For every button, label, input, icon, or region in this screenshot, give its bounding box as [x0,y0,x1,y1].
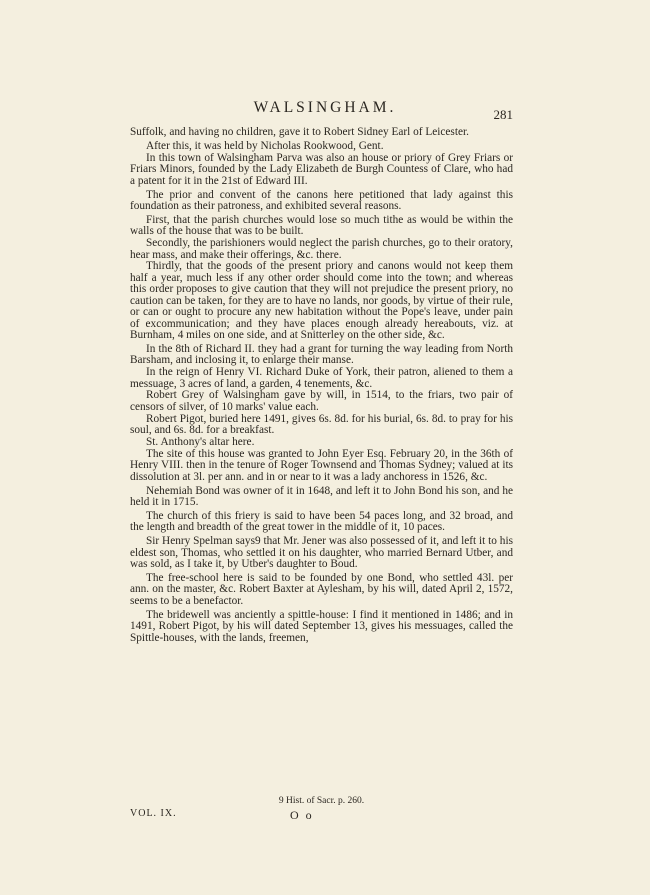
paragraph: Robert Pigot, buried here 1491, gives 6s. 8d. for his burial, 6s. 8d. to pray for his soul, and 6s. 8d. for a breakfast. [130,412,513,437]
paragraph: In the reign of Henry VI. Richard Duke of York, their patron, aliened to them a messuage, 3 acres of land, a garden, 4 tenements, &c. [130,366,513,390]
page-number: 281 [493,107,513,122]
running-head: WALSINGHAM. [253,99,397,116]
footnote: 9 Hist. of Sacr. p. 260. [278,796,365,806]
paragraph: Secondly, the parishioners would neglect the parish churches, go to their oratory, hear mass, and make their offerings, &c. there. [130,237,513,261]
paragraph: Nehemiah Bond was owner of it in 1648, and left it to John Bond his son, and he held it in 1715. [130,484,513,509]
paragraph: Thirdly, that the goods of the present priory and canons would not keep them half a year, much less if any other order should come into the town; and whereas this order proposes to give caution that they will not prejudice the present priory, no caution can be taken, for they are to have no lands, nor goods, by virtue of their rule, or can or ought to procure any new habitation without the Pope's leave, under pain of excommunication; and they have places enough already hereabouts, viz. at Burnham, 4 miles on one side, and at Snitterley on the other side, &c. [130,260,513,341]
paragraph: St. Anthony's altar here. [146,436,255,449]
signature-line [130,808,513,822]
paragraph: The church of this friery is said to have been 54 paces long, and 32 broad, and the length and breadth of the great tower in the middle of it, 10 paces. [130,510,513,534]
paragraph: First, that the parish churches would lose so much tithe as would be within the walls of the house that was to be built. [130,213,513,238]
volume-label: VOL. IX. [130,808,177,819]
paragraph: Sir Henry Spelman says9 that Mr. Jener was also possessed of it, and left it to his eldest son, Thomas, who settled it on his daughter, who married Bernard Utber, and was sold, as I take it, by Utber's daughter to Boud. [130,535,513,571]
paragraph: After this, it was held by Nicholas Rookwood, Gent. [146,139,384,152]
paragraph: Suffolk, and having no children, gave it to Robert Sidney Earl of Leicester. [130,126,469,138]
paragraph: The prior and convent of the canons here petitioned that lady against this foundation as their patroness, and exhibited several reasons. [130,188,513,212]
paragraph: In the 8th of Richard II. they had a grant for turning the way leading from North Barsham, and inclosing it, to enlarge their manse. [130,342,513,367]
paragraph: In this town of Walsingham Parva was also an house or priory of Grey Friars or Friars Minors, founded by the Lady Elizabeth de Burgh Countess of Clare, who had a patent for it in the 21st of Edward III. [130,151,513,187]
paragraph: Robert Grey of Walsingham gave by will, in 1514, to the friars, two pair of censors of silver, of 10 marks' value each. [130,389,513,413]
signature-mark: O o [290,808,314,822]
body-text [130,127,513,646]
paragraph: The site of this house was granted to John Eyer Esq. February 20, in the 36th of Henry VIII. then in the tenure of Roger Townsend and Thomas Sydney; valued at its dissolution at 3l. per ann. and in or near to it was a lady anchoress in 1526, &c. [130,447,513,483]
paragraph: The bridewell was anciently a spittle-house: I find it mentioned in 1486; and in 1491, Robert Pigot, by his will dated September 13, gives his messuages, called the Spittle-houses, with the lands, freemen, [130,608,513,644]
page-header [0,99,650,123]
paragraph: The free-school here is said to be founded by one Bond, who settled 43l. per ann. on the master, &c. Robert Baxter at Aylesham, by his will, dated April 2, 1572, seems to be a benefactor. [130,572,513,607]
